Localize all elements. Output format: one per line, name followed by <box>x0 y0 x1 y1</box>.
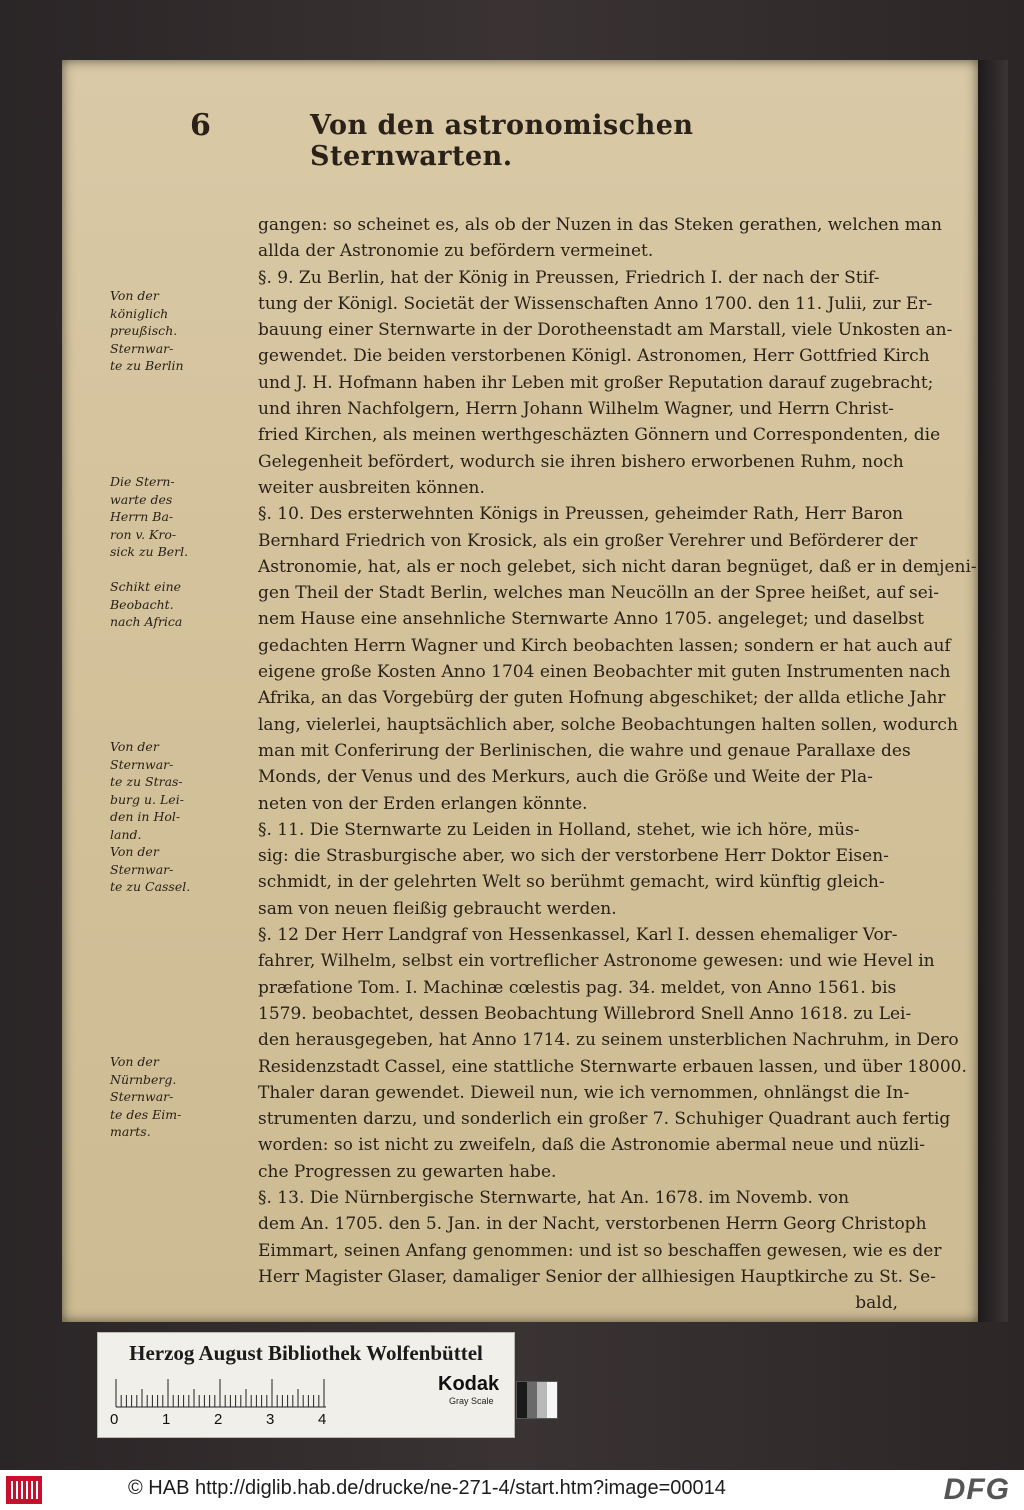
margin-note-line: te zu Cassel. <box>110 879 191 894</box>
margin-note-line: Von der <box>110 844 159 859</box>
margin-note-line: burg u. Lei- <box>110 791 184 807</box>
text-line: allda der Astronomie zu befördern vermeinet. <box>258 241 654 262</box>
kodak-logo: Kodak <box>438 1373 500 1395</box>
text-line: den herausgegeben, hat Anno 1714. zu seinem unsterblichen Nachruhm, in Dero <box>258 1030 959 1051</box>
text-line: gewendet. Die beiden verstorbenen Königl. Astronomen, Herr Gottfried Kirch <box>258 346 930 367</box>
margin-note-line: preußisch. <box>110 323 178 338</box>
text-line: tung der Königl. Societät der Wissenschaften Anno 1700. den 11. Julii, zur Er- <box>258 293 933 314</box>
margin-note-line: Von der <box>110 1054 159 1069</box>
text-line: und J. H. Hofmann haben ihr Leben mit großer Reputation darauf zugebracht; <box>258 372 934 393</box>
copyright-link[interactable]: © HAB http://diglib.hab.de/drucke/ne-271-4/start.htm?image=00014 <box>128 1477 726 1499</box>
gray-scale-swatch <box>516 1381 558 1419</box>
book-page <box>62 60 978 1322</box>
text-line: Thaler daran gewendet. Dieweil nun, wie ich vernommen, ohnlängst die In- <box>258 1082 910 1103</box>
text-line: bauung einer Sternwarte in der Dorotheenstadt am Marstall, viele Unkosten an- <box>258 320 953 341</box>
text-line: §. 9. Zu Berlin, hat der König in Preussen, Friedrich I. der nach der Stif- <box>258 267 880 288</box>
margin-note-line: Herrn Ba- <box>110 509 174 524</box>
book-spine-edge <box>978 60 1008 1322</box>
scale-ruler <box>116 1377 426 1409</box>
text-line: strumenten darzu, und sonderlich ein großer 7. Schuhiger Quadrant auch fertig <box>258 1109 951 1130</box>
text-line: Gelegenheit befördert, wodurch sie ihren bishero erworbenen Ruhm, noch <box>258 451 904 472</box>
margin-note <box>110 843 206 896</box>
margin-note-line: Die Stern- <box>110 474 175 489</box>
margin-note-line: te zu Stras- <box>110 774 183 789</box>
text-line: che Progressen zu gewarten habe. <box>258 1161 557 1182</box>
text-line: Herr Magister Glaser, damaliger Senior der allhiesigen Hauptkirche zu St. Se- <box>258 1266 936 1287</box>
margin-note-line: Sternwar- <box>110 340 174 356</box>
text-line: und ihren Nachfolgern, Herrn Johann Wilhelm Wagner, und Herrn Christ- <box>258 399 894 420</box>
margin-note-line: marts. <box>110 1124 151 1139</box>
margin-note-line: Von der <box>110 288 159 303</box>
text-line: dem An. 1705. den 5. Jan. in der Nacht, verstorbenen Herrn Georg Christoph <box>258 1214 927 1235</box>
dfg-logo: DFG <box>943 1473 1010 1506</box>
text-line: bald, <box>855 1293 898 1314</box>
page-number: 6 <box>190 108 211 143</box>
text-line: lang, vielerlei, hauptsächlich aber, solche Beobachtungen halten sollen, wodurch <box>258 714 958 735</box>
margin-note <box>110 473 206 561</box>
hab-logo-icon <box>6 1476 42 1504</box>
footer-bar <box>0 1470 1024 1510</box>
text-line: man mit Conferirung der Berlinischen, die wahre und genaue Parallaxe des <box>258 740 911 761</box>
margin-note <box>110 738 206 843</box>
margin-note-line: te zu Berlin <box>110 358 184 373</box>
scale-number: 4 <box>318 1411 327 1428</box>
text-line: fried Kirchen, als meinen werthgeschäzten Gönnern und Correspondenten, die <box>258 425 941 446</box>
text-line: Afrika, an das Vorgebürg der guten Hofnung abgeschiket; der allda etliche Jahr <box>258 688 946 709</box>
margin-note-line: te des Eim- <box>110 1106 182 1122</box>
text-line: sig: die Strasburgische aber, wo sich der verstorbene Herr Doktor Eisen- <box>258 846 889 867</box>
text-line: Bernhard Friedrich von Krosick, als ein großer Verehrer und Beförderer der <box>258 530 918 551</box>
margin-note-line: königlich <box>110 305 169 321</box>
margin-note <box>110 578 206 631</box>
text-line: Residenzstadt Cassel, eine stattliche Sternwarte erbauen lassen, und über 18000. <box>258 1056 967 1077</box>
library-label-card <box>97 1332 515 1438</box>
text-line: fahrer, Wilhelm, selbst ein vortreflicher Astronome gewesen: und wie Hevel in <box>258 951 935 972</box>
text-line: worden: so ist nicht zu zweifeln, daß die Astronomie abermal neue und nüzli- <box>258 1135 925 1156</box>
running-head <box>190 108 890 172</box>
margin-note-line: Schikt eine <box>110 579 182 594</box>
text-line: schmidt, in der gelehrten Welt so berühmt gemacht, wird künftig gleich- <box>258 872 885 893</box>
text-line: gangen: so scheinet es, als ob der Nuzen in das Steken gerathen, welchen man <box>258 215 942 235</box>
scale-number: 1 <box>162 1411 171 1428</box>
scale-number: 2 <box>214 1411 223 1428</box>
margin-note-line: Sternwar- <box>110 1089 174 1104</box>
text-line: sam von neuen fleißig gebraucht werden. <box>258 898 617 919</box>
scale-number: 3 <box>266 1411 275 1428</box>
text-line: nem Hause eine ansehnliche Sternwarte Anno 1705. angeleget; und daselbst <box>258 609 925 630</box>
margin-note-line: Beobacht. <box>110 596 174 612</box>
text-line: neten von der Erden erlangen könnte. <box>258 793 588 814</box>
gray-scale-label: Gray Scale <box>449 1396 494 1406</box>
scale-number: 0 <box>110 1411 119 1428</box>
text-line: eigene große Kosten Anno 1704 einen Beobachter mit guten Instrumenten nach <box>258 662 951 683</box>
library-name: Herzog August Bibliothek Wolfenbüttel <box>129 1341 483 1365</box>
text-line: gen Theil der Stadt Berlin, welches man Neucölln an der Spree heißet, auf sei- <box>258 583 940 604</box>
text-line: Astronomie, hat, als er noch gelebet, sich nicht daran begnüget, daß er in demjeni- <box>258 556 977 577</box>
margin-note <box>110 287 206 375</box>
text-line: 1579. beobachtet, dessen Beobachtung Willebrord Snell Anno 1618. zu Lei- <box>258 1003 912 1024</box>
text-line: Eimmart, seinen Anfang genommen: und ist so beschaffen gewesen, wie es der <box>258 1240 942 1261</box>
text-line: gedachten Herrn Wagner und Kirch beobachten lassen; sondern er hat auch auf <box>258 635 951 656</box>
text-line: §. 13. Die Nürnbergische Sternwarte, hat An. 1678. im Novemb. von <box>258 1187 850 1208</box>
text-line: §. 12 Der Herr Landgraf von Hessenkassel, Karl I. dessen ehemaliger Vor- <box>258 925 898 946</box>
scale-numbers <box>110 1411 430 1431</box>
margin-note <box>110 1053 206 1141</box>
margin-note-line: nach Africa <box>110 614 183 629</box>
page-header-title: Von den astronomischen Sternwarten. <box>310 110 694 172</box>
margin-note-line: Nürnberg. <box>110 1071 177 1087</box>
text-line: weiter ausbreiten können. <box>258 477 485 498</box>
margin-note-line: Sternwar- <box>110 756 174 772</box>
margin-note-line: warte des <box>110 491 173 507</box>
margin-note-line: Von der <box>110 739 159 754</box>
text-line: §. 10. Des ersterwehnten Königs in Preussen, geheimder Rath, Herr Baron <box>258 504 904 525</box>
margin-note-line: den in Hol- <box>110 809 181 824</box>
margin-note-line: Sternwar- <box>110 861 174 877</box>
text-line: præfatione Tom. I. Machinæ cœlestis pag. 34. meldet, von Anno 1561. bis <box>258 977 897 998</box>
margin-note-line: land. <box>110 826 142 842</box>
text-line: §. 11. Die Sternwarte zu Leiden in Holland, stehet, wie ich höre, müs- <box>258 819 860 840</box>
margin-note-line: sick zu Berl. <box>110 544 189 559</box>
body-text <box>258 212 977 1316</box>
margin-note-line: ron v. Kro- <box>110 526 177 542</box>
text-line: Monds, der Venus und des Merkurs, auch die Größe und Weite der Pla- <box>258 767 873 788</box>
